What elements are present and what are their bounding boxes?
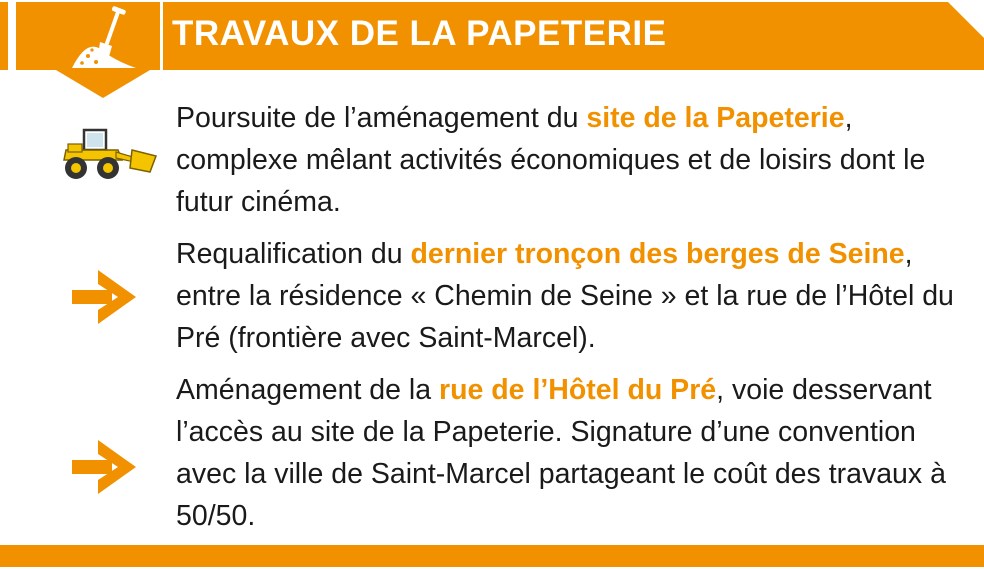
item-text: , voie desservant l’accès au site de la Papeterie. Signature d’une convention avec la ville de Saint-Marcel partageant le coût des travaux à 50/50.	[176, 374, 946, 532]
header-banner	[0, 2, 984, 70]
item-highlight: rue de l’Hôtel du Pré	[439, 374, 717, 406]
item-text: Poursuite de l’aménagement du	[176, 102, 587, 134]
arrow-right-icon	[70, 270, 136, 324]
list-item	[176, 369, 966, 537]
item-text: Aménagement de la	[176, 374, 439, 406]
bulldozer-icon	[60, 126, 158, 182]
item-text: Requalification du	[176, 238, 411, 270]
item-text: , complexe mêlant activités économiques et de loisirs dont le futur cinéma.	[176, 102, 926, 218]
list-item	[176, 97, 966, 223]
item-text: , entre la résidence « Chemin de Seine » et la rue de l’Hôtel du Pré (frontière avec Saint-Marcel).	[176, 238, 954, 354]
banner-title: TRAVAUX DE LA PAPETERIE	[172, 14, 667, 53]
list-item	[176, 233, 976, 359]
bottom-bar	[0, 545, 984, 567]
arrow-right-icon	[70, 440, 136, 494]
shovel-dirt-icon	[66, 6, 142, 76]
item-highlight: site de la Papeterie	[586, 102, 845, 134]
item-highlight: dernier tronçon des berges de Seine	[410, 238, 905, 270]
